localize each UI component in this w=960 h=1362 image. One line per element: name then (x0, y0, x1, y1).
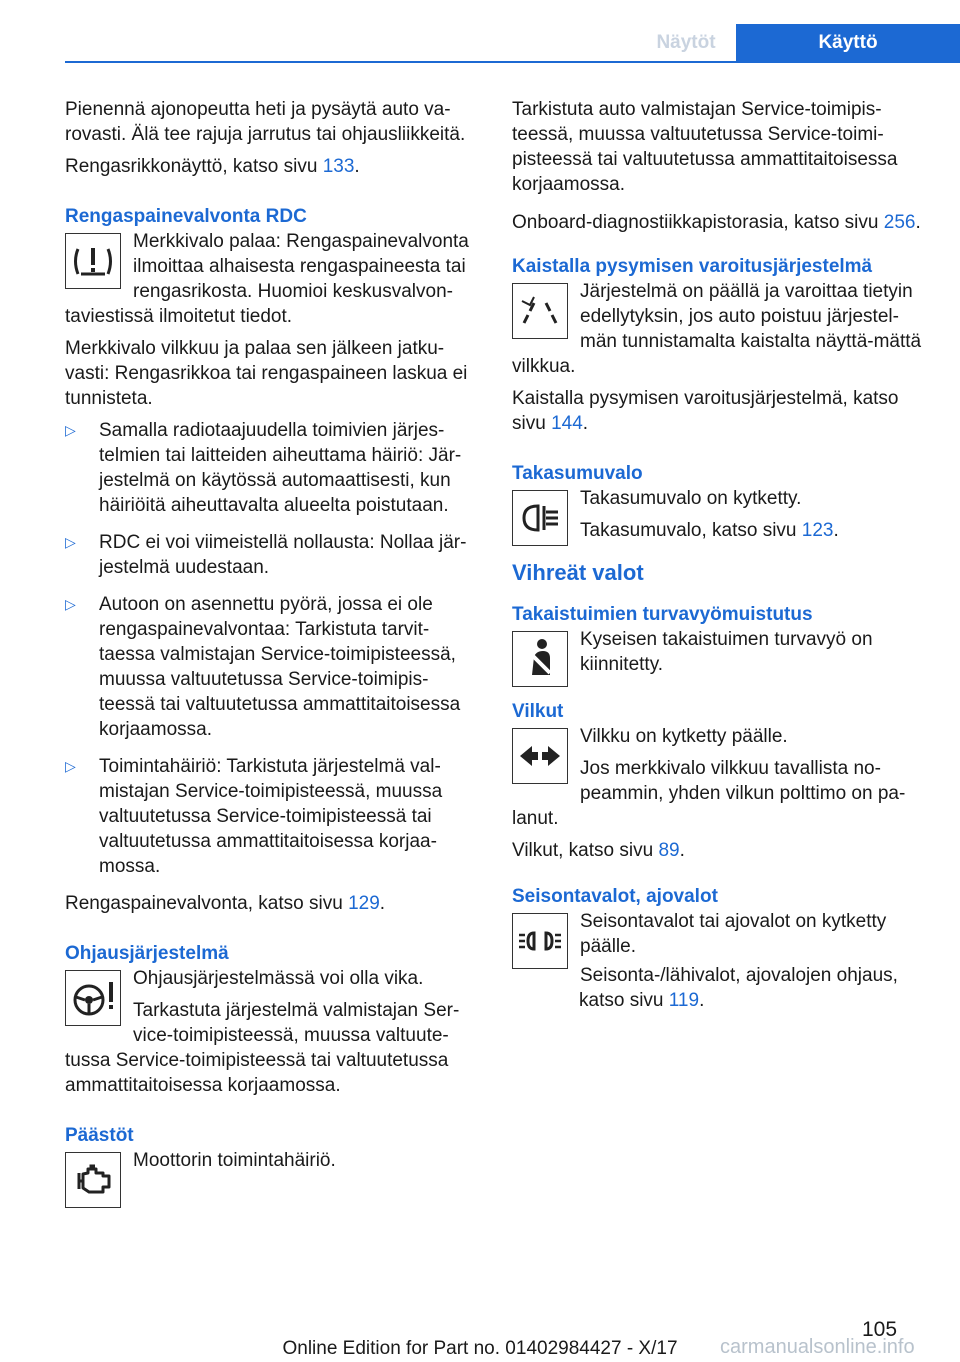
belt-block (512, 627, 930, 685)
paragraph: Kyseisen takaistuimen turvavyö on kiinnitetty. (580, 629, 873, 675)
steering-block (65, 966, 481, 1098)
section-heading: Vihreät valot (512, 560, 644, 585)
paragraph: Moottorin toimintahäiriö. (133, 1150, 336, 1171)
rdc-block (65, 229, 481, 329)
lane-departure-icon (512, 283, 568, 339)
section-title: Takasumuvalo (512, 463, 643, 484)
rear-fog-light-icon (512, 490, 568, 546)
triangle-bullet-icon: ▷ (65, 758, 76, 774)
text: Rengasrikkonäyttö, katso sivu (65, 156, 323, 177)
section-title: Seisontavalot, ajovalot (512, 886, 718, 907)
text: Seisonta-/lähivalot, ajovalojen ohjaus, katso sivu (579, 965, 898, 1011)
section-title: Rengaspainevalvonta RDC (65, 206, 307, 227)
section-title: Kaistalla pysymisen varoitusjärjestelmä (512, 256, 873, 277)
right-column (512, 97, 930, 1020)
tab-kaytto-label: Käyttö (818, 32, 878, 53)
paragraph: Onboard-diagnostiikkapistorasia, katso sivu 256. (512, 212, 921, 233)
list-item-text: Toimintahäiriö: Tarkistuta järjestelmä val-mistajan Service-toimipisteessä, muussa valtuutetussa Service-toimipisteessä tai valtuutetussa ammattitaitoisessa korjaa-mossa. (99, 756, 443, 877)
bullet-list (65, 418, 481, 879)
paragraph: Seisontavalot tai ajovalot on kytketty päälle. (580, 911, 887, 957)
text: Kaistalla pysymisen varoitusjärjestelmä, katso sivu (512, 388, 899, 434)
triangle-bullet-icon: ▷ (65, 534, 76, 550)
left-column (65, 97, 481, 1211)
edition-line: Online Edition for Part no. 01402984427 - X/17 (282, 1338, 678, 1359)
page-link[interactable]: 129 (348, 893, 380, 914)
paragraph: Kaistalla pysymisen varoitusjärjestelmä, katso sivu 144. (512, 388, 899, 434)
paragraph: Jos merkkivalo vilkkuu tavallista no-peammin, yhden vilkun polttimo on pa-lanut. (512, 758, 906, 829)
tab-naytot[interactable] (636, 24, 736, 62)
paragraph: Merkkivalo vilkkuu ja palaa sen jälkeen jatku-vasti: Rengasrikkoa tai rengaspaineen laskua ei tunnisteta. (65, 338, 468, 409)
list-item (65, 418, 481, 518)
engine-malfunction-icon (65, 1152, 121, 1208)
paragraph: Pienennä ajonopeutta heti ja pysäytä auto va-rovasti. Älä tee rajuja jarrutus tai ohjausliikkeitä. (65, 99, 466, 145)
watermark: carmanualsonline.info (720, 1336, 915, 1358)
steering-warning-icon (65, 970, 121, 1026)
parking-light-icon (512, 913, 568, 969)
paragraph: Takasumuvalo, katso sivu 123. (580, 520, 839, 541)
text: Onboard-diagnostiikkapistorasia, katso sivu (512, 212, 884, 233)
page-link[interactable]: 144 (551, 413, 583, 434)
tab-kaytto[interactable] (736, 24, 960, 62)
text: Vilkut, katso sivu (512, 840, 659, 861)
tab-naytot-label: Näytöt (656, 32, 716, 53)
paragraph: Merkkivalo palaa: Rengaspainevalvonta ilmoittaa alhaisesta rengaspaineesta tai rengasrikosta. Huomioi keskusvalvon-taviestissä ilmoitetut tiedot. (65, 231, 469, 327)
paragraph: Tarkastuta järjestelmä valmistajan Ser-vice-toimipisteessä, muussa valtuute-tussa Service-toimipisteessä tai valtuutetussa ammattitaitoisessa korjaamossa. (65, 1000, 460, 1096)
section-title: Ohjausjärjestelmä (65, 943, 229, 964)
lane-block (512, 279, 930, 379)
turn-signal-icon (512, 728, 568, 784)
paragraph: Vilkut, katso sivu 89. (512, 840, 685, 861)
triangle-bullet-icon: ▷ (65, 596, 76, 612)
tire-pressure-warning-icon (65, 233, 121, 289)
paragraph: Seisonta-/lähivalot, ajovalojen ohjaus, katso sivu 119. (579, 965, 898, 1011)
page-link[interactable]: 256 (883, 212, 916, 233)
paragraph: Tarkistuta auto valmistajan Service-toimipis-teessä, muussa valtuutetussa Service-toimi-pisteessä tai valtuutetussa ammattitaitoisessa korjaamossa. (512, 99, 898, 195)
page-number: 105 (862, 1318, 898, 1341)
paragraph: Rengasrikkonäyttö, katso sivu 133. (65, 156, 360, 177)
section-title: Päästöt (65, 1125, 134, 1146)
emission-block (65, 1148, 481, 1206)
list-item (65, 754, 481, 879)
paragraph: Takasumuvalo on kytketty. (580, 488, 802, 509)
fog-block (512, 486, 930, 544)
parking-light-block (512, 909, 930, 967)
section-title: Vilkut (512, 701, 564, 722)
page-link[interactable]: 133 (322, 156, 355, 177)
list-item-text: Autoon on asennettu pyörä, jossa ei ole rengaspainevalvontaa: Tarkistuta tarvit-taessa valmistajan Service-toimipisteessä, muussa valtuutetussa Service-toimipis-teessä tai valtuutetussa ammattitaitoisessa korjaamossa. (99, 594, 461, 740)
page-link[interactable]: 89 (658, 840, 680, 861)
text: Rengaspainevalvonta, katso sivu (65, 893, 349, 914)
blinker-block (512, 724, 930, 831)
section-title: Takaistuimien turvavyömuistutus (512, 604, 813, 625)
list-item-text: RDC ei voi viimeistellä nollausta: Nollaa jär-jestelmä uudestaan. (99, 532, 467, 578)
text: Takasumuvalo, katso sivu (580, 520, 802, 541)
seatbelt-icon (512, 631, 568, 687)
page-link[interactable]: 119 (668, 990, 700, 1011)
list-item-text: Samalla radiotaajuudella toimivien järjes-telmien tai laitteiden aiheuttama häiriö: Jär-jestelmä on käytössä automaattisesti, kun häiriöitä aiheuttavalta alueelta poistutaan. (99, 420, 462, 516)
paragraph: Vilkku on kytketty päälle. (580, 726, 788, 747)
paragraph: Ohjausjärjestelmässä voi olla vika. (133, 968, 424, 989)
list-item (65, 592, 481, 742)
triangle-bullet-icon: ▷ (65, 422, 76, 438)
paragraph: Järjestelmä on päällä ja varoittaa tietyin edellytyksin, jos auto poistuu järjestel-män tunnistamalta kaistalta näyttä-mättä vilkkua. (512, 281, 922, 377)
page-link[interactable]: 123 (801, 520, 834, 541)
list-item (65, 530, 481, 580)
header-rule (65, 61, 960, 63)
paragraph: Rengaspainevalvonta, katso sivu 129. (65, 893, 386, 914)
